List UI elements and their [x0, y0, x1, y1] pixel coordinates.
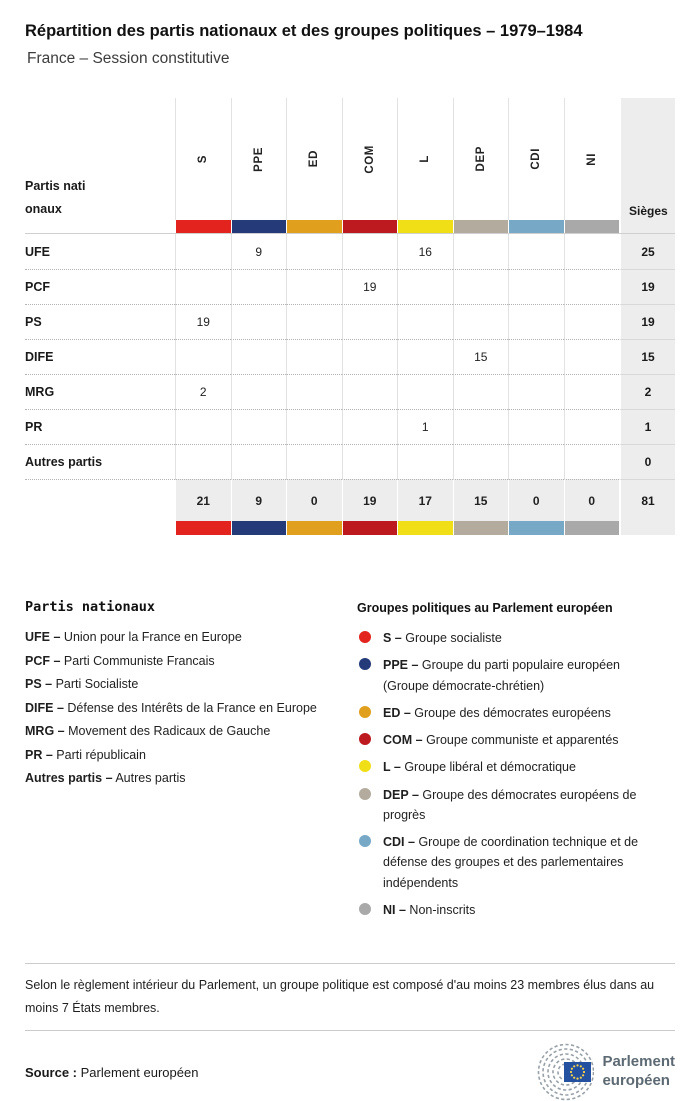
band-stub-sieges	[619, 220, 675, 233]
cell	[564, 234, 620, 269]
group-color-dot-ni	[359, 903, 371, 915]
color-band-l	[397, 220, 453, 233]
sieges-cell: 1	[619, 409, 675, 444]
legend-party-item: PCF – Parti Communiste Francais	[25, 653, 215, 668]
legend-groups-heading: Groupes politiques au Parlement européen	[357, 601, 613, 615]
band-stub	[25, 220, 175, 233]
color-band-ppe	[231, 220, 287, 233]
cell	[397, 269, 453, 304]
cell	[231, 269, 287, 304]
column-header-com: COM	[342, 98, 398, 220]
color-band-ed	[286, 220, 342, 233]
table-row-autres	[25, 444, 675, 479]
divider	[25, 963, 675, 964]
legend-group-item: L – Groupe libéral et démocratique	[357, 757, 675, 777]
color-band-ed	[286, 521, 342, 535]
cell	[286, 339, 342, 374]
legend-party-item: DIFE – Défense des Intérêts de la France en Europe	[25, 700, 317, 715]
hemicycle-icon	[522, 1043, 594, 1101]
cell	[453, 269, 509, 304]
cell	[453, 409, 509, 444]
page-subtitle: France – Session constitutive	[27, 50, 230, 67]
column-header-ppe: PPE	[231, 98, 287, 220]
legend-group-item: ED – Groupe des démocrates européens	[357, 703, 675, 723]
table-row-pcf	[25, 269, 675, 304]
row-label: PS	[25, 304, 175, 339]
cell	[175, 234, 231, 269]
column-header-ni: NI	[564, 98, 620, 220]
divider	[25, 1030, 675, 1031]
group-color-dot-ppe	[359, 658, 371, 670]
table-totals-row	[25, 479, 675, 521]
band-stub-sieges	[619, 521, 675, 535]
group-color-dot-cdi	[359, 835, 371, 847]
cell	[508, 374, 564, 409]
cell	[564, 304, 620, 339]
column-header-s: S	[175, 98, 231, 220]
row-label: Autres partis	[25, 444, 175, 479]
sieges-cell: 2	[619, 374, 675, 409]
color-band-ppe	[231, 521, 287, 535]
cell	[231, 339, 287, 374]
cell	[397, 339, 453, 374]
legend-group-item: COM – Groupe communiste et apparentés	[357, 730, 675, 750]
total-cell: 0	[508, 479, 564, 521]
total-cell: 9	[231, 479, 287, 521]
legend-party-item: MRG – Movement des Radicaux de Gauche	[25, 724, 271, 738]
seats-table	[25, 98, 675, 535]
cell	[286, 374, 342, 409]
sieges-cell: 25	[619, 234, 675, 269]
infographic-page	[0, 22, 700, 1101]
sieges-cell: 15	[619, 339, 675, 374]
cell	[564, 409, 620, 444]
table-row-ps	[25, 304, 675, 339]
table-row-mrg	[25, 374, 675, 409]
total-cell: 21	[175, 479, 231, 521]
cell	[342, 374, 398, 409]
cell: 1	[397, 409, 453, 444]
cell	[508, 409, 564, 444]
cell	[397, 444, 453, 479]
totals-color-band	[25, 521, 675, 535]
cell	[453, 444, 509, 479]
row-label: DIFE	[25, 339, 175, 374]
cell	[564, 444, 620, 479]
cell	[453, 234, 509, 269]
group-color-dot-com	[359, 733, 371, 745]
column-header-dep: DEP	[453, 98, 509, 220]
header-color-band	[25, 220, 675, 234]
cell: 15	[453, 339, 509, 374]
color-band-dep	[453, 220, 509, 233]
color-band-com	[342, 220, 398, 233]
color-band-dep	[453, 521, 509, 535]
cell	[564, 339, 620, 374]
logo-text: Parlement européen	[602, 1053, 675, 1089]
row-label: PR	[25, 409, 175, 444]
cell	[231, 444, 287, 479]
table-row-pr	[25, 409, 675, 444]
sieges-header: Sièges	[619, 98, 675, 220]
legend-group-item: DEP – Groupe des démocrates européens de progrès	[357, 785, 675, 826]
legend-party-item: Autres partis – Autres partis	[25, 771, 186, 785]
cell	[342, 304, 398, 339]
footnote: Selon le règlement intérieur du Parlement, un groupe politique est composé d'au moins 23 membres élus dans au moins 7 États membres.	[25, 978, 655, 1015]
sieges-cell: 0	[619, 444, 675, 479]
cell	[342, 339, 398, 374]
cell	[286, 269, 342, 304]
cell	[397, 304, 453, 339]
legend-section	[25, 599, 675, 927]
group-color-dot-l	[359, 760, 371, 772]
european-parliament-logo	[522, 1043, 675, 1101]
legend-group-item: S – Groupe socialiste	[357, 628, 675, 648]
legend-group-item: NI – Non-inscrits	[357, 900, 675, 920]
color-band-ni	[564, 521, 620, 535]
group-color-dot-dep	[359, 788, 371, 800]
cell: 19	[175, 304, 231, 339]
cell	[175, 409, 231, 444]
corner-header-label: Partis nationaux	[25, 179, 86, 216]
color-band-cdi	[508, 220, 564, 233]
table-row-ufe	[25, 234, 675, 269]
cell	[231, 374, 287, 409]
cell	[286, 304, 342, 339]
totals-label	[25, 479, 175, 521]
cell	[286, 409, 342, 444]
cell	[508, 339, 564, 374]
legend-parties-heading: Partis nationaux	[25, 599, 156, 615]
corner-header	[25, 98, 175, 220]
column-header-l: L	[397, 98, 453, 220]
cell: 19	[342, 269, 398, 304]
table-header-row	[25, 98, 675, 220]
cell	[508, 234, 564, 269]
total-sieges-cell: 81	[619, 479, 675, 521]
cell	[397, 374, 453, 409]
table-row-dife	[25, 339, 675, 374]
cell	[342, 409, 398, 444]
cell	[564, 374, 620, 409]
legend-party-item: PR – Parti républicain	[25, 747, 146, 762]
total-cell: 0	[286, 479, 342, 521]
column-header-ed: ED	[286, 98, 342, 220]
cell	[342, 234, 398, 269]
footer	[25, 1043, 675, 1101]
legend-party-item: UFE – Union pour la France en Europe	[25, 630, 242, 644]
color-band-l	[397, 521, 453, 535]
cell	[453, 304, 509, 339]
band-stub	[25, 521, 175, 535]
legend-national-parties	[25, 599, 357, 927]
cell: 16	[397, 234, 453, 269]
total-cell: 0	[564, 479, 620, 521]
legend-group-item: CDI – Groupe de coordination technique et de défense des groupes et des parlementaires indépendents	[357, 832, 675, 893]
total-cell: 17	[397, 479, 453, 521]
cell	[231, 304, 287, 339]
cell	[231, 409, 287, 444]
cell	[342, 444, 398, 479]
cell	[564, 269, 620, 304]
cell	[175, 444, 231, 479]
cell	[175, 269, 231, 304]
color-band-cdi	[508, 521, 564, 535]
color-band-s	[175, 521, 231, 535]
legend-political-groups	[357, 599, 675, 927]
legend-party-item: PS – Parti Socialiste	[25, 677, 139, 691]
source-label: Source :	[25, 1064, 78, 1080]
color-band-ni	[564, 220, 620, 233]
cell	[175, 339, 231, 374]
group-color-dot-ed	[359, 706, 371, 718]
sieges-cell: 19	[619, 304, 675, 339]
cell	[508, 444, 564, 479]
group-color-dot-s	[359, 631, 371, 643]
column-header-cdi: CDI	[508, 98, 564, 220]
cell	[286, 444, 342, 479]
color-band-s	[175, 220, 231, 233]
cell	[286, 234, 342, 269]
legend-group-item: PPE – Groupe du parti populaire européen (Groupe démocrate-chrétien)	[357, 655, 675, 696]
cell	[453, 374, 509, 409]
cell: 9	[231, 234, 287, 269]
color-band-com	[342, 521, 398, 535]
sieges-cell: 19	[619, 269, 675, 304]
cell: 2	[175, 374, 231, 409]
page-title: Répartition des partis nationaux et des groupes politiques – 1979–1984	[25, 22, 583, 40]
cell	[508, 304, 564, 339]
cell	[508, 269, 564, 304]
source-value: Parlement européen	[80, 1064, 199, 1080]
row-label: UFE	[25, 244, 50, 259]
total-cell: 15	[453, 479, 509, 521]
row-label: MRG	[25, 374, 175, 409]
source-line	[25, 1065, 198, 1080]
row-label: PCF	[25, 269, 175, 304]
total-cell: 19	[342, 479, 398, 521]
